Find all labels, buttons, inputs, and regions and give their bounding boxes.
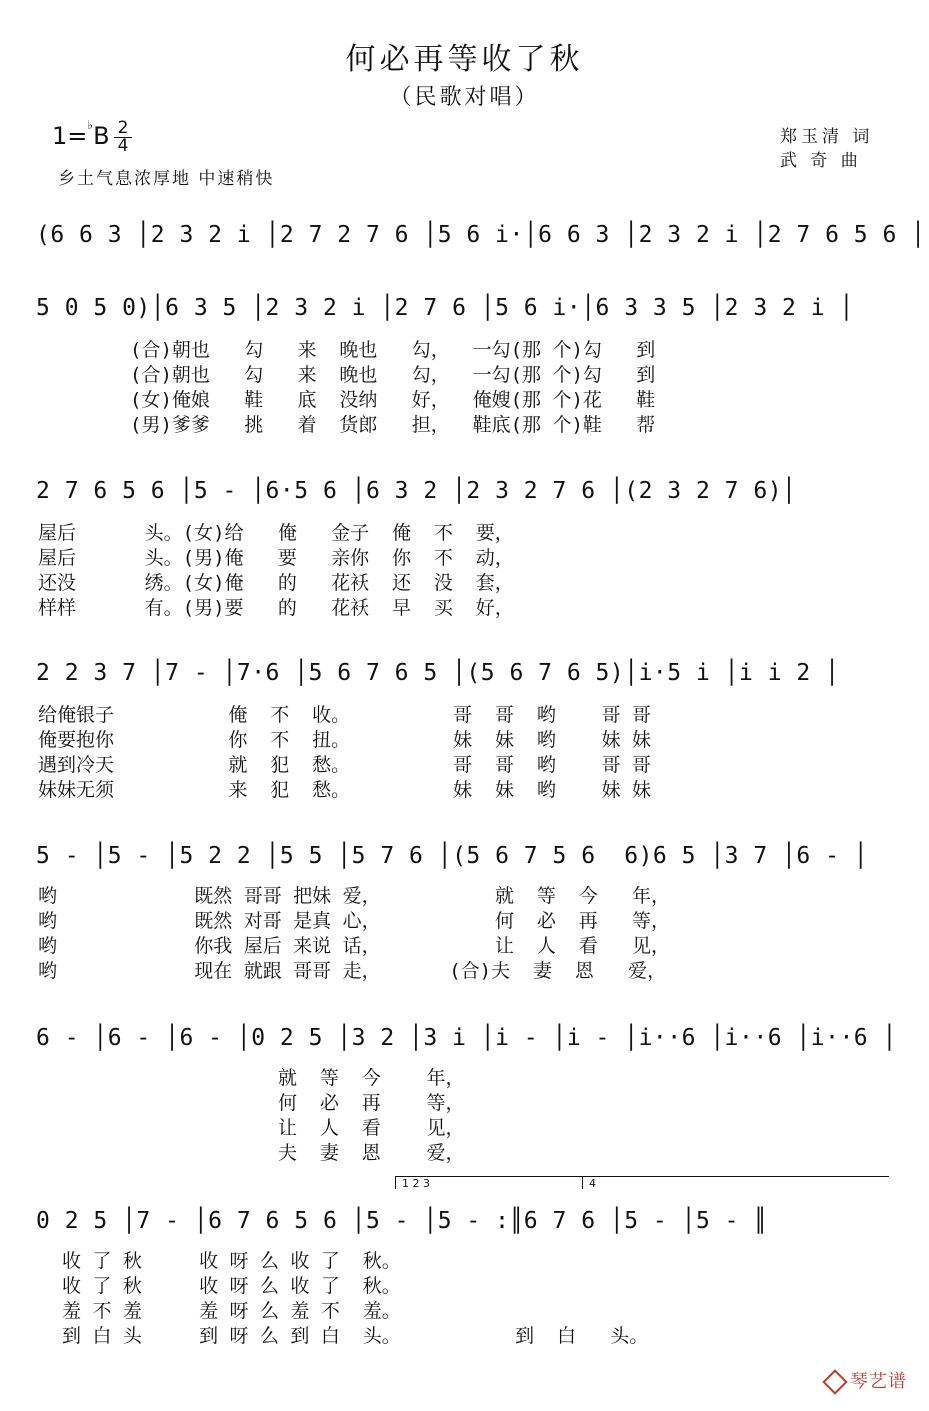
lyric-verse-2: 哟 既然 对哥 是真 心， 何 必 再 等，	[38, 910, 671, 932]
lyric-verse-2: (合)朝也 勾 来 晚也 勾， 一勾(那 个)勾 到	[130, 364, 656, 386]
site-watermark	[826, 1367, 907, 1393]
notation-line: 0 2 5 │7 - │6 7 6 5 6 │5 - │5 - :║6 7 6 │5 - │5 - ║	[36, 1208, 768, 1234]
lyricist-credit: 郑玉清 词	[780, 127, 874, 147]
time-denominator: 4	[117, 136, 129, 156]
lyric-verse-3: 还没 绣。(女)俺 的 花袄 还 没 套，	[38, 572, 514, 594]
lyric-verse-1: (合)朝也 勾 来 晚也 勾， 一勾(那 个)勾 到	[130, 339, 656, 361]
lyric-verse-4: 到 白 头 到 呀 么 到 白 头。 到 白 头。	[62, 1325, 649, 1347]
lyric-verse-4: (男)爹爹 挑 着 货郎 担， 鞋底(那 个)鞋 帮	[130, 414, 656, 436]
lyric-verse-2: 俺要抱你 你 不 扭。 妹 妹 哟 妹 妹	[38, 729, 652, 751]
volta-second-ending: 4	[582, 1176, 889, 1189]
notation-line: (6 6 3 │2 3 2 i │2 7 2 7 6 │5 6 i·│6 6 3 │2 3 2 i │2 7 6 5 6 │	[36, 222, 926, 248]
lyric-verse-3: 让 人 看 见，	[278, 1117, 465, 1139]
lyric-verse-4: 哟 现在 就跟 哥哥 走， (合)夫 妻 恩 爱，	[38, 960, 667, 982]
song-title: 何必再等收了秋	[345, 42, 584, 77]
key-prefix: 1=	[52, 122, 88, 150]
lyric-verse-4: 妹妹无须 来 犯 愁。 妹 妹 哟 妹 妹	[38, 779, 652, 801]
time-numerator: 2	[117, 118, 129, 138]
lyric-verse-1: 收 了 秋 收 呀 么 收 了 秋。	[62, 1250, 401, 1272]
lyric-verse-3: 遇到冷天 就 犯 愁。 哥 哥 哟 哥 哥	[38, 754, 652, 776]
notation-line: 5 - │5 - │5 2 2 │5 5 │5 7 6 │(5 6 7 5 6 6)6 5 │3 7 │6 - │	[36, 843, 869, 869]
lyric-verse-3: (女)俺娘 鞋 底 没纳 好， 俺嫂(那 个)花 鞋	[130, 389, 656, 411]
tempo-marking: 乡土气息浓厚地 中速稍快	[58, 169, 275, 189]
lyric-verse-2: 屋后 头。(男)俺 要 亲你 你 不 动，	[38, 547, 514, 569]
notation-line: 6 - │6 - │6 - │0 2 5 │3 2 │3 i │i - │i - │i··6 │i··6 │i··6 │	[36, 1025, 897, 1051]
notation-line: 2 2 3 7 │7 - │7·6 │5 6 7 6 5 │(5 6 7 6 5)│i·5 i │i i 2 │	[36, 660, 840, 686]
lyric-verse-4: 样样 有。(男)要 的 花袄 早 买 好，	[38, 597, 514, 619]
notation-line: 5 0 5 0)│6 3 5 │2 3 2 i │2 7 6 │5 6 i·│6 3 3 5 │2 3 2 i │	[36, 295, 854, 321]
lyric-verse-3: 哟 你我 屋后 来说 话， 让 人 看 见，	[38, 935, 671, 957]
notation-line: 2 7 6 5 6 │5 - │6·5 6 │6 3 2 │2 3 2 7 6 │(2 3 2 7 6)│	[36, 478, 797, 504]
lyric-verse-3: 羞 不 羞 羞 呀 么 羞 不 羞。	[62, 1300, 401, 1322]
lyric-verse-1: 就 等 今 年，	[278, 1067, 465, 1089]
key-note: B	[93, 122, 110, 150]
lyric-verse-1: 屋后 头。(女)给 俺 金子 俺 不 要，	[38, 522, 514, 544]
volta-first-ending: 1 2 3	[395, 1176, 582, 1189]
composer-credit: 武 奇 曲	[780, 151, 862, 171]
time-signature	[114, 120, 132, 155]
lyric-verse-1: 给俺银子 俺 不 收。 哥 哥 哟 哥 哥	[38, 704, 652, 726]
lyric-verse-1: 哟 既然 哥哥 把妹 爱， 就 等 今 年，	[38, 885, 671, 907]
lyric-verse-2: 收 了 秋 收 呀 么 收 了 秋。	[62, 1275, 401, 1297]
lyric-verse-2: 何 必 再 等，	[278, 1092, 465, 1114]
watermark-text: 琴艺谱	[850, 1371, 907, 1392]
key-signature	[52, 118, 110, 150]
flat-sign: ♭	[87, 118, 94, 132]
watermark-logo-icon	[822, 1369, 847, 1394]
song-subtitle: （民歌对唱）	[389, 85, 540, 110]
lyric-verse-4: 夫 妻 恩 爱，	[278, 1142, 465, 1164]
